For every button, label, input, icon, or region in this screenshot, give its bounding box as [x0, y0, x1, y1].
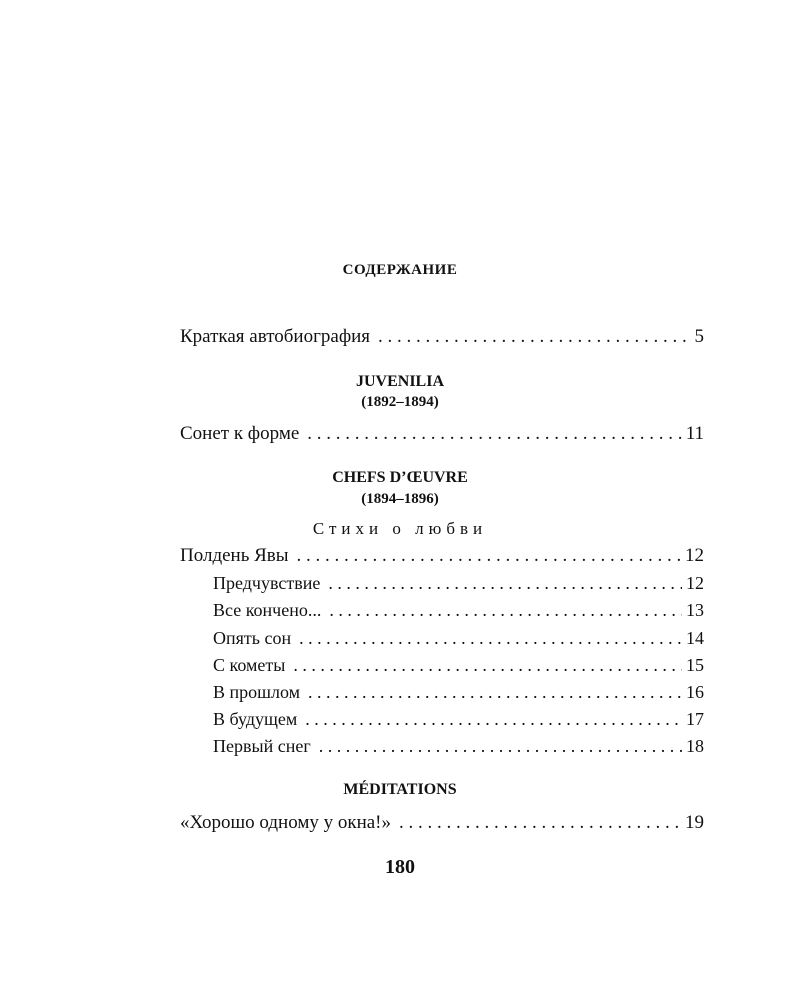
toc-entry-title: Предчувствие	[213, 573, 321, 593]
page-number: 180	[385, 856, 415, 878]
toc-entry-opyat-son[interactable]	[213, 626, 704, 650]
section-heading-meditations: MÉDITATIONS	[343, 781, 457, 798]
section-heading-juvenilia: JUVENILIA	[355, 373, 444, 390]
toc-entry-predchuvstvie[interactable]	[213, 571, 704, 595]
toc-entry-vse-koncheno[interactable]	[213, 598, 704, 622]
subsection-title: Стихи о любви	[312, 519, 488, 538]
toc-entry-page: 16	[686, 682, 704, 702]
toc-entry-title: В прошлом	[213, 682, 301, 702]
toc-entry-page: 5	[694, 326, 704, 347]
section-years-juvenilia: (1892–1894)	[361, 394, 439, 410]
toc-entry-title: Сонет к форме	[180, 423, 300, 444]
dot-leader	[329, 598, 682, 622]
dot-leader	[299, 626, 682, 650]
toc-entry-page: 13	[686, 600, 704, 620]
toc-entry-page: 15	[686, 655, 704, 675]
toc-entry-page: 19	[685, 812, 704, 833]
toc-title: СОДЕРЖАНИЕ	[342, 262, 458, 278]
dot-leader	[293, 653, 682, 677]
toc-entry-v-proshlom[interactable]	[213, 680, 704, 704]
toc-entry-title: Опять сон	[213, 628, 292, 648]
dot-leader	[319, 734, 682, 758]
toc-entry-title: «Хорошо одному у окна!»	[180, 812, 392, 833]
section-years-chefs-doeuvre: (1894–1896)	[361, 491, 439, 507]
dot-leader	[307, 422, 681, 446]
toc-entry-polden-yavy[interactable]	[180, 544, 704, 568]
toc-entry-title: Первый снег	[213, 736, 311, 756]
toc-entry-title: Краткая автобиография	[180, 326, 371, 347]
dot-leader	[308, 680, 682, 704]
dot-leader	[378, 325, 690, 349]
toc-entry-page: 12	[685, 545, 704, 566]
toc-entry-title: С кометы	[213, 655, 286, 675]
toc-entry-page: 11	[685, 423, 704, 444]
toc-entry-sonet[interactable]	[180, 422, 704, 446]
toc-entry-page: 12	[686, 573, 704, 593]
toc-entry-title: Полдень Явы	[180, 545, 289, 566]
section-heading-chefs-doeuvre: CHEFS D’ŒUVRE	[332, 469, 468, 486]
dot-leader	[305, 707, 682, 731]
toc-entry-title: Все кончено...	[213, 600, 322, 620]
dot-leader	[328, 571, 682, 595]
dot-leader	[297, 544, 681, 568]
toc-entry-autobiography[interactable]	[180, 325, 704, 349]
toc-entry-page: 17	[686, 709, 704, 729]
toc-entry-title: В будущем	[213, 709, 298, 729]
toc-entry-page: 18	[686, 736, 704, 756]
toc-entry-pervyy-sneg[interactable]	[213, 734, 704, 758]
dot-leader	[399, 811, 681, 835]
toc-entry-s-komety[interactable]	[213, 653, 704, 677]
toc-entry-khorosho-odnomu[interactable]	[180, 811, 704, 835]
toc-entry-page: 14	[686, 628, 704, 648]
toc-entry-v-budushchem[interactable]	[213, 707, 704, 731]
